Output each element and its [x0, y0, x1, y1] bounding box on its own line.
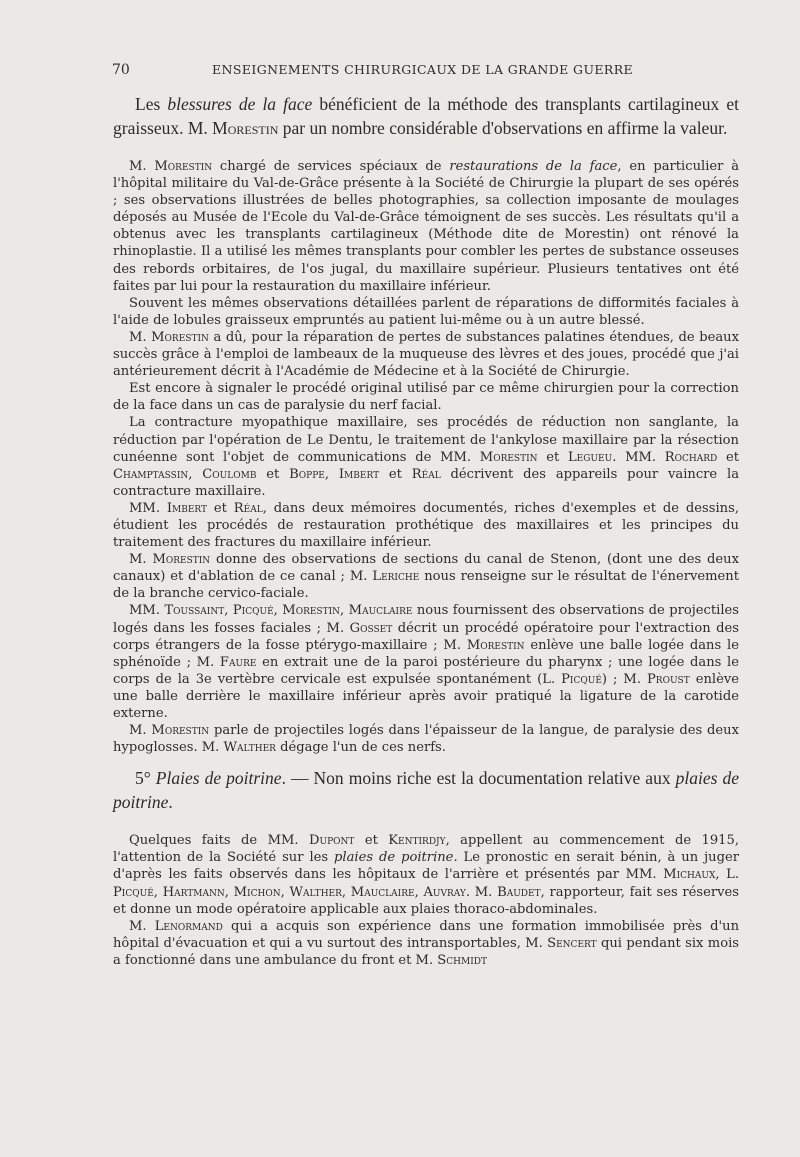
italic-run: plaies de poitrine	[334, 850, 454, 866]
text-run: décrit un procédé opératoire pour l'extraction des corps étrangers de la fosse ptérygo-maxillaire ; M.	[113, 620, 740, 653]
text-run: , dans deux mémoires documentés, riches d'exemples et de dessins, étudient les procédés de restauration prothétique des maxillaires et les principes du traitement des fractures du maxillaire inférieur.	[113, 500, 739, 551]
text-run: et	[379, 466, 412, 482]
text-run: dégage l'un de ces nerfs.	[275, 740, 446, 756]
text-run: et	[207, 500, 234, 516]
text-run: Est encore à signaler le procédé original utilisé par ce même chirurgien pour la correction de la face dans un cas de paralysie du nerf facial.	[113, 381, 739, 414]
author-name: Morestin	[212, 118, 279, 138]
text-run: ,	[341, 884, 351, 900]
paragraph-3	[113, 329, 739, 380]
paragraph-10	[113, 832, 739, 917]
text-run: . Le pronostic en serait bénin, à un juger d'après les faits observés dans les hôpitaux de l'arrière et présentés par MM.	[113, 850, 739, 883]
text-run: ,	[324, 466, 339, 482]
text-run: par un nombre considérable d'observations en affirme la valeur.	[278, 118, 728, 138]
text-run: M.	[129, 552, 153, 568]
text-run: qui pendant six mois a fonctionné dans une ambulance du front et M.	[113, 935, 739, 968]
text-run: , en particulier à l'hôpital militaire du Val-de-Grâce présente à la Société de Chirurgie la plupart de ses opérés ; ses observations illustrées de belles photographies, sa collection imposante de moulages déposés au Musée de l'Ecole du Val-de-Grâce témoignent de ses succès. Les résultats qu'il a obtenus avec les transplants cartilagineux (Méthode dite de Morestin) ont rénové la rhinoplastie. Il a utilisé les mêmes transplants pour combler les pertes de substance osseuses des rebords orbitaires, de l'os jugal, du maxillaire supérieur. Plusieurs tentatives ont été faites par lui pour la restauration du maxillaire inférieur.	[113, 159, 740, 294]
page-number: 70	[112, 62, 130, 78]
text-run: enlève une balle logée dans le sphénoïde ; M.	[113, 637, 739, 670]
author-name: Auvray	[423, 884, 466, 900]
text-run: Les	[135, 94, 168, 114]
author-name: Michon	[233, 884, 281, 900]
author-name: Boppe	[289, 466, 325, 482]
text-run: Souvent les mêmes observations détaillées parlent de réparations de difformités faciales à l'aide de lobules graisseux empruntés au patient lui-même ou à un autre blessé.	[113, 295, 739, 328]
text-run: ,	[224, 884, 234, 900]
author-name: Proust	[647, 671, 690, 687]
paragraph-5	[113, 414, 739, 499]
section-number: 5°	[135, 768, 156, 789]
author-name: Faure	[219, 654, 257, 670]
paragraph-2	[113, 295, 739, 329]
author-name: Coulomb	[202, 466, 257, 482]
text-run: MM.	[129, 500, 167, 516]
author-name: Réal	[233, 500, 263, 516]
text-run: , L.	[715, 867, 739, 883]
text-run: et	[354, 833, 389, 849]
text-run: décrivent des appareils pour vaincre la contracture maxillaire.	[113, 466, 739, 499]
author-name: Champtassin	[113, 466, 189, 482]
text-run: ,	[280, 884, 290, 900]
text-run: a dû, pour la réparation de pertes de substances palatines étendues, de beaux succès grâce à l'emploi de lambeaux de la muqueuse des lèvres et des joues, procédé que j'ai antérieurement décrit à l'Académie de Médecine et à la Société de Chirurgie.	[113, 329, 739, 380]
author-name: Rochard	[664, 449, 718, 465]
text-run: nous fournissent des observations de projectiles logés dans les fosses faciales ; M.	[113, 603, 739, 636]
text-run: et	[537, 449, 568, 465]
text-run: nous renseigne sur le résultat de l'énervement de la branche cervico-faciale.	[113, 569, 739, 602]
author-name: Dupont	[309, 833, 355, 849]
text-run: M.	[129, 918, 155, 934]
author-name: Picqué	[561, 671, 602, 687]
author-name: Morestin	[466, 637, 525, 653]
author-name: Baudet	[497, 884, 541, 900]
text-run: qui a acquis son expérience dans une formation immobilisée près d'un hôpital d'évacuation et qui a vu surtout des intransportables, M.	[113, 918, 740, 951]
text-run: M.	[129, 159, 155, 174]
paragraph-8	[113, 602, 739, 722]
paragraph-7	[113, 551, 739, 602]
italic-run: Plaies de poitrine	[155, 768, 282, 789]
italic-run: blessures de la face	[167, 94, 313, 114]
paragraph-11	[113, 918, 739, 969]
text-run: donne des observations de sections du canal de Stenon, (dont une des deux canaux) et d'ablation de ce canal ; M.	[113, 552, 740, 585]
text-run: ,	[188, 466, 203, 482]
author-name: Kentirdjy	[388, 833, 446, 849]
paragraph-4	[113, 380, 739, 414]
text-run: Quelques faits de MM.	[129, 833, 309, 849]
author-name: Mauclaire	[348, 603, 413, 619]
paragraph-1	[113, 158, 739, 295]
paragraph-6	[113, 500, 739, 551]
text-run: M.	[129, 329, 152, 345]
italic-run: plaies de poitrine	[113, 768, 739, 813]
text-run: ,	[153, 884, 163, 900]
text-run: bénéficient de la méthode des transplants cartilagineux et graisseux. M.	[113, 94, 739, 138]
text-run: en extrait une de la paroi postérieure du pharynx ; une logée dans le corps de la 3e vertèbre cervicale est expulsée spontanément (L.	[113, 654, 739, 687]
text-run: . M.	[465, 884, 498, 900]
section-heading-plaies-de-poitrine	[113, 766, 739, 814]
author-name: Schmidt	[437, 952, 487, 968]
author-name: Morestin	[154, 159, 213, 174]
author-name: Morestin	[282, 603, 341, 619]
author-name: Gosset	[349, 620, 393, 636]
paragraph-9	[113, 722, 739, 756]
author-name: Imbert	[166, 500, 208, 516]
text-run: ,	[273, 603, 283, 619]
author-name: Picqué	[232, 603, 274, 619]
author-name: Walther	[289, 884, 342, 900]
author-name: Toussaint	[164, 603, 225, 619]
text-run: . — Non moins riche est la documentation relative aux	[281, 768, 676, 789]
text-run: et	[256, 466, 290, 482]
author-name: Leriche	[372, 569, 420, 585]
author-name: Mauclaire	[350, 884, 415, 900]
author-name: Morestin	[479, 449, 538, 465]
author-name: Michaux	[663, 867, 716, 883]
text-run: La contracture myopathique maxillaire, ses procédés de réduction non sanglante, la réduction par l'opération de Le Dentu, le traitement de l'ankylose maxillaire par la résection cunéenne sont l'objet de communications de MM.	[113, 415, 739, 465]
text-run: ,	[414, 884, 424, 900]
text-run: MM.	[129, 603, 165, 619]
author-name: Réal	[411, 466, 441, 482]
italic-run: restaurations de la face	[449, 159, 618, 174]
text-run: M.	[129, 723, 152, 739]
text-run: .	[168, 792, 173, 813]
text-run: , rapporteur, fait ses réserves et donne un mode opératoire applicable aux plaies thoraco-abdominales.	[113, 884, 739, 917]
text-run: ,	[340, 603, 349, 619]
author-name: Lenormand	[154, 918, 223, 934]
body-text	[113, 92, 739, 969]
text-run: ) ; M.	[601, 671, 647, 687]
author-name: Walther	[223, 740, 276, 756]
text-run: ,	[224, 603, 233, 619]
author-name: Picqué	[113, 884, 154, 900]
text-run: chargé de services spéciaux de	[212, 159, 450, 174]
text-run: , appellent au commencement de 1915, l'attention de la Société sur les	[113, 833, 740, 866]
author-name: Morestin	[152, 552, 211, 568]
text-run: parle de projectiles logés dans l'épaisseur de la langue, de paralysie des deux hypoglosses. M.	[113, 723, 739, 756]
text-run: enlève une balle derrière le maxillaire inférieur après avoir pratiqué la ligature de la carotide externe.	[113, 671, 739, 721]
author-name: Morestin	[151, 329, 209, 345]
author-name: Hartmann	[162, 884, 225, 900]
text-run: . MM.	[612, 449, 665, 465]
author-name: Morestin	[151, 723, 210, 739]
author-name: Imbert	[338, 466, 380, 482]
lead-paragraph	[113, 92, 739, 140]
author-name: Sencert	[547, 935, 597, 951]
text-run: et	[717, 449, 739, 465]
running-title: ENSEIGNEMENTS CHIRURGICAUX DE LA GRANDE GUERRE	[212, 62, 634, 77]
page-header	[112, 62, 742, 86]
author-name: Legueu	[567, 449, 613, 465]
